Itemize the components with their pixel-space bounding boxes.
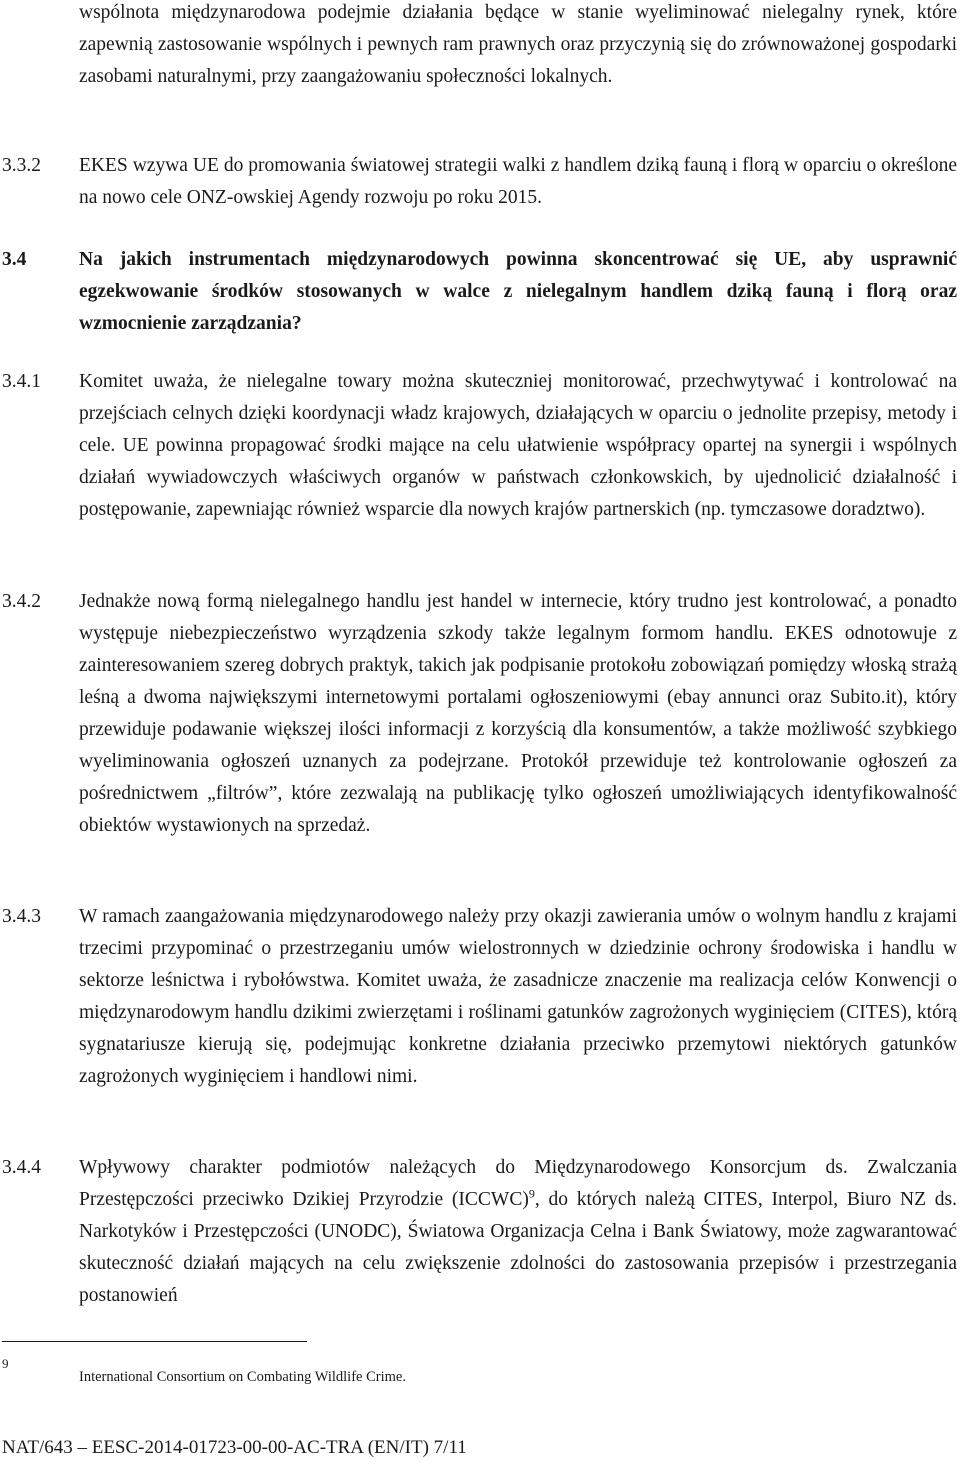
footnote-text: International Consortium on Combating Wildlife Crime.: [79, 1369, 406, 1385]
section-heading-3-4: [0, 244, 957, 340]
paragraph-3-4-2: [0, 586, 957, 842]
paragraph-text-part: , do których należą CITES, Interpol, Biuro NZ ds. Narkotyków i Przestępczości (UNODC), Światowa Organizacja Celna i Bank Światowy, może zagwarantować skuteczność działań mających na celu zwiększenie zdolności do zastosowania przepisów i przestrzegania postanowień: [79, 1189, 957, 1306]
paragraph-number: 3.4.2: [2, 591, 41, 612]
paragraph-text: EKES wzywa UE do promowania światowej strategii walki z handlem dziką fauną i florą w oparciu o określone na nowo cele ONZ-owskiej Agendy rozwoju po roku 2015.: [79, 155, 957, 208]
paragraph-number: 3.4.4: [2, 1157, 41, 1178]
paragraph-3-4-4: [0, 1152, 957, 1312]
footnote-separator: [2, 1341, 307, 1342]
section-number: 3.4: [2, 249, 27, 270]
paragraph-3-4-1: [0, 366, 957, 526]
paragraph-text: W ramach zaangażowania międzynarodowego należy przy okazji zawierania umów o wolnym handlu z krajami trzecimi przypominać o przestrzeganiu umów wielostronnych w dziedzinie ochrony środowiska i handlu w sektorze leśnictwa i rybołówstwa. Komitet uważa, że zasadnicze znaczenie ma realizacja celów Konwencji o międzynarodowym handlu dzikimi zwierzętami i roślinami gatunków zagrożonych wyginięciem (CITES), którą sygnatariusze kierują się, podejmując konkretne działania przeciwko przemytowi niektórych gatunków zagrożonych wyginięciem i handlowi nimi.: [79, 906, 957, 1087]
paragraph-3-4-3: [0, 901, 957, 1093]
paragraph-text: [79, 1152, 957, 1312]
footnote-reference: 9: [528, 1186, 535, 1201]
document-reference-footer: NAT/643 – EESC-2014-01723-00-00-AC-TRA (EN/IT) 7/11: [2, 1437, 467, 1458]
paragraph-number: 3.4.1: [2, 371, 41, 392]
paragraph-continuation: [0, 0, 957, 93]
paragraph-text: Jednakże nową formą nielegalnego handlu jest handel w internecie, który trudno jest kontrolować, a ponadto występuje niebezpieczeństwo wyrządzenia szkody także legalnym formom handlu. EKES odnotowuje z zainteresowaniem szereg dobrych praktyk, takich jak podpisanie protokołu zobowiązań pomiędzy włoską strażą leśną a dwoma największymi internetowymi portalami ogłoszeniowymi (ebay annunci oraz Subito.it), który przewiduje podawanie większej ilości informacji z korzyścią dla konsumentów, a także możliwość szybkiego wyeliminowania ogłoszeń uznanych za podejrzane. Protokół przewiduje też kontrolowanie ogłoszeń za pośrednictwem „filtrów”, które zezwalają na publikację tylko ogłoszeń umożliwiających identyfikowalność obiektów wystawionych na sprzedaż.: [79, 591, 957, 836]
paragraph-text-part: Wpływowy charakter podmiotów należących do Międzynarodowego Konsorcjum ds. Zwalczania Przestępczości przeciwko Dzikiej Przyrodzie (ICCWC): [79, 1157, 957, 1210]
paragraph-text: Komitet uważa, że nielegalne towary można skuteczniej monitorować, przechwytywać i kontrolować na przejściach celnych dzięki koordynacji władz krajowych, działających w oparciu o jednolite przepisy, metody i cele. UE powinna propagować środki mające na celu ułatwienie współpracy opartej na synergii i wspólnych działań wywiadowczych właściwych organów w państwach członkowskich, by ujednolicić działalność i postępowanie, zapewniając również wsparcie dla nowych krajów partnerskich (np. tymczasowe doradztwo).: [79, 371, 957, 520]
footnote-mark: 9: [2, 1356, 9, 1371]
paragraph-3-3-2: [0, 150, 957, 214]
paragraph-text: wspólnota międzynarodowa podejmie działania będące w stanie wyeliminować nielegalny rynek, które zapewnią zastosowanie wspólnych i pewnych ram prawnych oraz przyczynią się do zrównoważonej gospodarki zasobami naturalnymi, przy zaangażowaniu społeczności lokalnych.: [79, 2, 957, 87]
paragraph-number: 3.4.3: [2, 906, 41, 927]
paragraph-number: 3.3.2: [2, 155, 41, 176]
section-heading-text: Na jakich instrumentach międzynarodowych powinna skoncentrować się UE, aby usprawnić egzekwowanie środków stosowanych w walce z nielegalnym handlem dziką fauną i florą oraz wzmocnienie zarządzania?: [79, 249, 957, 334]
